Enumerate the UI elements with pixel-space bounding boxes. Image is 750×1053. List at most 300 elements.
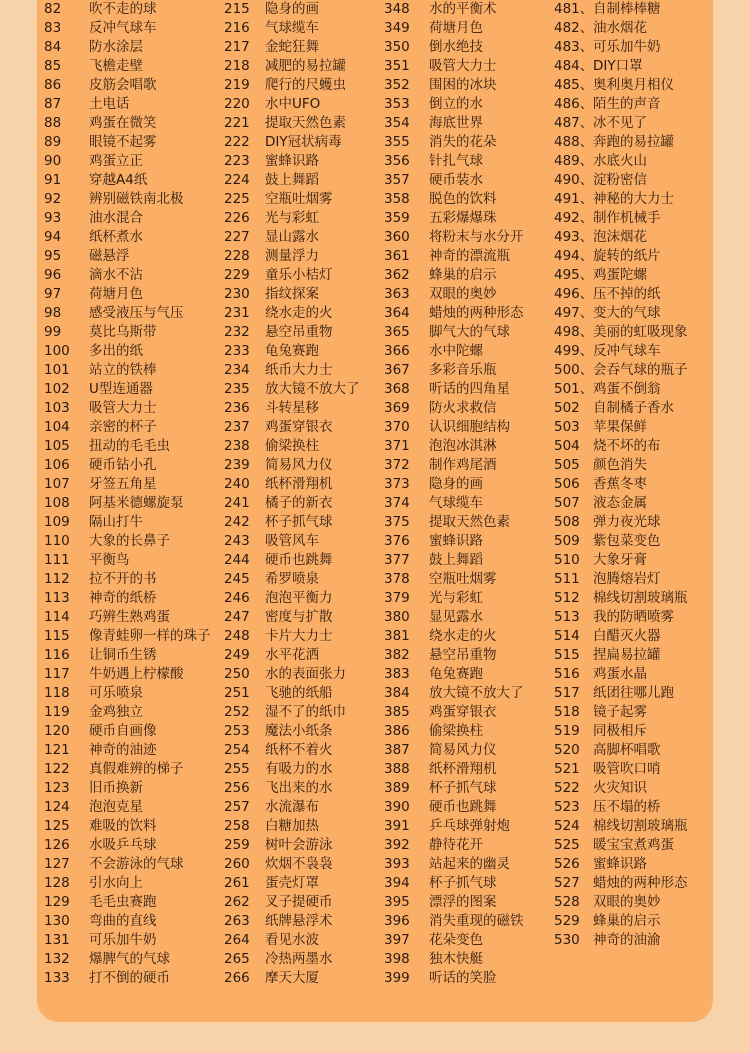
- item-number: 104: [44, 419, 70, 435]
- item-number: 350: [384, 39, 410, 55]
- item-number: 485、: [554, 77, 594, 93]
- item-title: 鸡蛋水晶: [593, 666, 647, 682]
- item-title: 气球缆车: [429, 495, 483, 511]
- item-number: 492、: [554, 210, 594, 226]
- item-number: 107: [44, 476, 70, 492]
- item-title: 神奇的油渝: [593, 932, 661, 948]
- item-number: 109: [44, 514, 70, 530]
- item-number: 494、: [554, 248, 594, 264]
- item-number: 85: [44, 58, 62, 74]
- item-number: 488、: [554, 134, 594, 150]
- item-title: 牛奶遇上柠檬酸: [89, 666, 184, 682]
- item-title: 亲密的杯子: [89, 419, 157, 435]
- item-title: 针扎气球: [429, 153, 483, 169]
- item-number: 125: [44, 818, 70, 834]
- item-title: 毛毛虫赛跑: [89, 894, 157, 910]
- item-title: 可乐喷泉: [89, 685, 143, 701]
- item-number: 118: [44, 685, 70, 701]
- item-title: 旧币换新: [89, 780, 143, 796]
- item-title: 水中陀螺: [429, 343, 483, 359]
- item-number: 481、: [554, 1, 594, 17]
- item-number: 380: [384, 609, 410, 625]
- item-title: 偷梁换柱: [429, 723, 483, 739]
- item-number: 259: [224, 837, 250, 853]
- item-title: 提取天然色素: [265, 115, 346, 131]
- item-title: 水的表面张力: [265, 666, 346, 682]
- item-title: 独木快艇: [429, 951, 483, 967]
- item-number: 526: [554, 856, 580, 872]
- item-title: 金蛇狂舞: [265, 39, 319, 55]
- item-title: 显山露水: [265, 229, 319, 245]
- item-number: 493、: [554, 229, 594, 245]
- item-title: 难吸的饮料: [89, 818, 157, 834]
- item-number: 221: [224, 115, 250, 131]
- item-title: 金鸡独立: [89, 704, 143, 720]
- item-title: 指纹探案: [265, 286, 319, 302]
- item-title: 五彩爆爆珠: [429, 210, 497, 226]
- item-title: 油水混合: [89, 210, 143, 226]
- item-number: 504: [554, 438, 580, 454]
- item-title: 纸杯不着火: [265, 742, 333, 758]
- item-title: 纸杯滑翔机: [429, 761, 497, 777]
- item-number: 392: [384, 837, 410, 853]
- item-number: 215: [224, 1, 250, 17]
- item-number: 248: [224, 628, 250, 644]
- item-number: 245: [224, 571, 250, 587]
- item-number: 103: [44, 400, 70, 416]
- item-title: 神奇的纸桥: [89, 590, 157, 606]
- item-number: 372: [384, 457, 410, 473]
- item-number: 375: [384, 514, 410, 530]
- item-title: 拉不开的书: [89, 571, 157, 587]
- item-number: 126: [44, 837, 70, 853]
- item-title: 眼镜不起雾: [89, 134, 157, 150]
- item-number: 94: [44, 229, 62, 245]
- item-number: 517: [554, 685, 580, 701]
- item-number: 92: [44, 191, 62, 207]
- item-number: 119: [44, 704, 70, 720]
- item-title: 希罗喷泉: [265, 571, 319, 587]
- item-title: 滴水不沾: [89, 267, 143, 283]
- item-number: 388: [384, 761, 410, 777]
- item-number: 366: [384, 343, 410, 359]
- item-title: 隐身的画: [429, 476, 483, 492]
- item-number: 96: [44, 267, 62, 283]
- item-title: 减肥的易拉罐: [265, 58, 346, 74]
- item-title: 密度与扩散: [265, 609, 333, 625]
- item-title: 脱色的饮料: [429, 191, 497, 207]
- item-title: 我的防晒喷雾: [593, 609, 674, 625]
- item-number: 120: [44, 723, 70, 739]
- item-number: 383: [384, 666, 410, 682]
- item-title: 魔法小纸条: [265, 723, 333, 739]
- item-number: 247: [224, 609, 250, 625]
- item-title: 杯子抓气球: [265, 514, 333, 530]
- item-title: 鸡蛋立正: [89, 153, 143, 169]
- item-title: 纸杯滑翔机: [265, 476, 333, 492]
- item-title: 棉线切割玻璃瓶: [593, 590, 688, 606]
- item-number: 90: [44, 153, 62, 169]
- item-title: 冰不见了: [593, 115, 647, 131]
- item-number: 509: [554, 533, 580, 549]
- item-number: 89: [44, 134, 62, 150]
- item-number: 105: [44, 438, 70, 454]
- item-number: 100: [44, 343, 70, 359]
- item-title: 旋转的纸片: [593, 248, 661, 264]
- item-title: 空瓶吐烟雾: [265, 191, 333, 207]
- item-number: 498、: [554, 324, 594, 340]
- item-title: 紫包菜变色: [593, 533, 661, 549]
- item-number: 131: [44, 932, 70, 948]
- item-title: 静待花开: [429, 837, 483, 853]
- item-number: 522: [554, 780, 580, 796]
- item-number: 505: [554, 457, 580, 473]
- item-number: 88: [44, 115, 62, 131]
- item-title: 隔山打牛: [89, 514, 143, 530]
- item-title: 漂浮的图案: [429, 894, 497, 910]
- item-number: 390: [384, 799, 410, 815]
- item-number: 490、: [554, 172, 594, 188]
- item-number: 510: [554, 552, 580, 568]
- item-number: 123: [44, 780, 70, 796]
- item-number: 129: [44, 894, 70, 910]
- item-title: 平衡鸟: [89, 552, 130, 568]
- item-number: 503: [554, 419, 580, 435]
- item-number: 348: [384, 1, 410, 17]
- item-title: 可乐加牛奶: [89, 932, 157, 948]
- item-number: 397: [384, 932, 410, 948]
- item-title: 高脚杯唱歌: [593, 742, 661, 758]
- item-title: 水流瀑布: [265, 799, 319, 815]
- item-title: 放大镜不放大了: [429, 685, 524, 701]
- item-title: 蜜蜂识路: [265, 153, 319, 169]
- item-number: 86: [44, 77, 62, 93]
- item-title: 硬币自画像: [89, 723, 157, 739]
- item-number: 219: [224, 77, 250, 93]
- item-title: 气球缆车: [265, 20, 319, 36]
- item-number: 251: [224, 685, 250, 701]
- item-title: 多出的纸: [89, 343, 143, 359]
- item-title: 感受液压与气压: [89, 305, 184, 321]
- item-number: 513: [554, 609, 580, 625]
- item-title: 双眼的奥妙: [593, 894, 661, 910]
- item-number: 521: [554, 761, 580, 777]
- item-title: 鼓上舞蹈: [265, 172, 319, 188]
- item-title: 简易风力仪: [429, 742, 497, 758]
- item-title: 海底世界: [429, 115, 483, 131]
- item-title: 泡腾熔岩灯: [593, 571, 661, 587]
- item-number: 266: [224, 970, 250, 986]
- item-number: 237: [224, 419, 250, 435]
- item-number: 112: [44, 571, 70, 587]
- item-title: 纸杯煮水: [89, 229, 143, 245]
- item-number: 97: [44, 286, 62, 302]
- item-number: 249: [224, 647, 250, 663]
- item-number: 368: [384, 381, 410, 397]
- item-title: 同极相斥: [593, 723, 647, 739]
- item-number: 239: [224, 457, 250, 473]
- item-number: 252: [224, 704, 250, 720]
- item-title: 提取天然色素: [429, 514, 510, 530]
- item-title: 水中UFO: [265, 96, 321, 112]
- item-title: 油水烟花: [593, 20, 647, 36]
- item-title: 炊烟不袅袅: [265, 856, 333, 872]
- item-number: 514: [554, 628, 580, 644]
- item-title: 硬币也跳舞: [265, 552, 333, 568]
- item-number: 255: [224, 761, 250, 777]
- item-title: 橘子的新衣: [265, 495, 333, 511]
- item-title: 吸管大力士: [429, 58, 497, 74]
- item-number: 482、: [554, 20, 594, 36]
- item-title: 泡泡平衡力: [265, 590, 333, 606]
- item-title: 多彩音乐瓶: [429, 362, 497, 378]
- item-number: 391: [384, 818, 410, 834]
- item-number: 87: [44, 96, 62, 112]
- item-number: 231: [224, 305, 250, 321]
- item-number: 106: [44, 457, 70, 473]
- item-title: 双眼的奥妙: [429, 286, 497, 302]
- item-number: 222: [224, 134, 250, 150]
- item-title: DIY口罩: [593, 58, 643, 74]
- item-title: 巧辨生熟鸡蛋: [89, 609, 170, 625]
- item-number: 496、: [554, 286, 594, 302]
- item-title: 神秘的大力士: [593, 191, 674, 207]
- item-number: 377: [384, 552, 410, 568]
- item-number: 384: [384, 685, 410, 701]
- item-title: 水底火山: [593, 153, 647, 169]
- item-title: 荷塘月色: [429, 20, 483, 36]
- item-title: 火灾知识: [593, 780, 647, 796]
- item-title: 辨别磁铁南北极: [89, 191, 184, 207]
- item-number: 218: [224, 58, 250, 74]
- item-number: 116: [44, 647, 70, 663]
- item-number: 358: [384, 191, 410, 207]
- item-title: 绕水走的火: [265, 305, 333, 321]
- item-title: 淀粉密信: [593, 172, 647, 188]
- item-title: 冷热两墨水: [265, 951, 333, 967]
- item-title: 白糖加热: [265, 818, 319, 834]
- item-number: 236: [224, 400, 250, 416]
- item-title: 爆脾气的气球: [89, 951, 170, 967]
- item-number: 506: [554, 476, 580, 492]
- item-number: 263: [224, 913, 250, 929]
- item-title: 吸管吹口哨: [593, 761, 661, 777]
- item-title: 纸牌悬浮术: [265, 913, 333, 929]
- item-number: 238: [224, 438, 250, 454]
- item-title: 阿基米德螺旋泵: [89, 495, 184, 511]
- item-title: 倒立的水: [429, 96, 483, 112]
- item-title: 奔跑的易拉罐: [593, 134, 674, 150]
- item-number: 487、: [554, 115, 594, 131]
- item-title: 防水涂层: [89, 39, 143, 55]
- item-title: 童乐小桔灯: [265, 267, 333, 283]
- item-title: 磁悬浮: [89, 248, 130, 264]
- item-number: 258: [224, 818, 250, 834]
- item-number: 130: [44, 913, 70, 929]
- item-number: 246: [224, 590, 250, 606]
- item-number: 507: [554, 495, 580, 511]
- item-title: 龟兔赛跑: [265, 343, 319, 359]
- item-number: 124: [44, 799, 70, 815]
- item-title: 蛋壳灯罩: [265, 875, 319, 891]
- item-number: 264: [224, 932, 250, 948]
- item-number: 256: [224, 780, 250, 796]
- item-number: 93: [44, 210, 62, 226]
- item-title: 变大的气球: [593, 305, 661, 321]
- item-title: 蜂巢的启示: [593, 913, 661, 929]
- item-number: 394: [384, 875, 410, 891]
- item-title: 斗转星移: [265, 400, 319, 416]
- item-title: 美丽的虹吸现象: [593, 324, 688, 340]
- item-title: 爬行的尺蠖虫: [265, 77, 346, 93]
- item-number: 369: [384, 400, 410, 416]
- item-number: 365: [384, 324, 410, 340]
- item-number: 389: [384, 780, 410, 796]
- item-title: 硬币钻小孔: [89, 457, 157, 473]
- item-title: 土电话: [89, 96, 130, 112]
- item-number: 354: [384, 115, 410, 131]
- item-title: 飞出来的水: [265, 780, 333, 796]
- item-number: 520: [554, 742, 580, 758]
- item-number: 398: [384, 951, 410, 967]
- item-title: 水的平衡术: [429, 1, 497, 17]
- item-number: 499、: [554, 343, 594, 359]
- item-title: 让铜币生锈: [89, 647, 157, 663]
- item-title: 硬币也跳舞: [429, 799, 497, 815]
- item-title: 放大镜不放大了: [265, 381, 360, 397]
- item-title: 绕水走的火: [429, 628, 497, 644]
- item-number: 371: [384, 438, 410, 454]
- item-number: 108: [44, 495, 70, 511]
- item-title: 显见露水: [429, 609, 483, 625]
- item-number: 497、: [554, 305, 594, 321]
- item-number: 382: [384, 647, 410, 663]
- item-title: 白醋灭火器: [593, 628, 661, 644]
- item-number: 396: [384, 913, 410, 929]
- item-title: 简易风力仪: [265, 457, 333, 473]
- item-number: 113: [44, 590, 70, 606]
- item-title: 围困的冰块: [429, 77, 497, 93]
- item-title: 消失重现的磁铁: [429, 913, 524, 929]
- item-number: 98: [44, 305, 62, 321]
- item-title: 弯曲的直线: [89, 913, 157, 929]
- item-title: 脚气大的气球: [429, 324, 510, 340]
- item-title: 香蕉冬枣: [593, 476, 647, 492]
- item-number: 351: [384, 58, 410, 74]
- item-title: 纸币大力士: [265, 362, 333, 378]
- item-title: 打不倒的硬币: [89, 970, 170, 986]
- item-number: 364: [384, 305, 410, 321]
- item-title: 硬币装水: [429, 172, 483, 188]
- item-number: 110: [44, 533, 70, 549]
- item-number: 262: [224, 894, 250, 910]
- item-number: 234: [224, 362, 250, 378]
- item-number: 229: [224, 267, 250, 283]
- item-title: 荷塘月色: [89, 286, 143, 302]
- item-title: 湿不了的纸巾: [265, 704, 346, 720]
- item-number: 84: [44, 39, 62, 55]
- item-number: 83: [44, 20, 62, 36]
- item-number: 363: [384, 286, 410, 302]
- item-number: 352: [384, 77, 410, 93]
- item-number: 483、: [554, 39, 594, 55]
- item-number: 101: [44, 362, 70, 378]
- item-number: 385: [384, 704, 410, 720]
- item-number: 379: [384, 590, 410, 606]
- item-title: 站立的铁棒: [89, 362, 157, 378]
- item-number: 132: [44, 951, 70, 967]
- item-number: 361: [384, 248, 410, 264]
- item-number: 356: [384, 153, 410, 169]
- item-title: 大象的长鼻子: [89, 533, 170, 549]
- item-title: 看见水波: [265, 932, 319, 948]
- item-title: 苹果保鲜: [593, 419, 647, 435]
- item-number: 115: [44, 628, 70, 644]
- item-number: 518: [554, 704, 580, 720]
- item-title: 鸡蛋在微笑: [89, 115, 157, 131]
- item-number: 95: [44, 248, 62, 264]
- item-title: 会吞气球的瓶子: [593, 362, 688, 378]
- item-title: 吹不走的球: [89, 1, 157, 17]
- item-title: 将粉末与水分开: [429, 229, 524, 245]
- item-number: 230: [224, 286, 250, 302]
- item-number: 261: [224, 875, 250, 891]
- item-title: DIY冠状病毒: [265, 134, 342, 150]
- item-title: 听话的四角星: [429, 381, 510, 397]
- item-title: 悬空吊重物: [429, 647, 497, 663]
- item-title: 鸡蛋不倒翁: [593, 381, 661, 397]
- item-title: 引水向上: [89, 875, 143, 891]
- item-title: 烧不坏的布: [593, 438, 661, 454]
- item-number: 242: [224, 514, 250, 530]
- item-number: 102: [44, 381, 70, 397]
- item-number: 399: [384, 970, 410, 986]
- item-number: 253: [224, 723, 250, 739]
- item-number: 99: [44, 324, 62, 340]
- item-title: 压不掉的纸: [593, 286, 661, 302]
- item-number: 349: [384, 20, 410, 36]
- item-number: 228: [224, 248, 250, 264]
- item-title: 摩天大厦: [265, 970, 319, 986]
- item-title: 消失的花朵: [429, 134, 497, 150]
- item-number: 82: [44, 1, 62, 17]
- item-number: 530: [554, 932, 580, 948]
- item-number: 395: [384, 894, 410, 910]
- item-title: 泡泡冰淇淋: [429, 438, 497, 454]
- item-title: 自制棒棒糖: [593, 1, 661, 17]
- item-number: 240: [224, 476, 250, 492]
- item-number: 378: [384, 571, 410, 587]
- item-number: 121: [44, 742, 70, 758]
- item-number: 243: [224, 533, 250, 549]
- item-number: 257: [224, 799, 250, 815]
- item-title: 蜜蜂识路: [429, 533, 483, 549]
- item-title: 有吸力的水: [265, 761, 333, 777]
- item-title: 鼓上舞蹈: [429, 552, 483, 568]
- item-title: 悬空吊重物: [265, 324, 333, 340]
- item-title: 鸡蛋穿银衣: [429, 704, 497, 720]
- item-title: 光与彩虹: [265, 210, 319, 226]
- item-title: 站起来的幽灵: [429, 856, 510, 872]
- item-title: 可乐加牛奶: [593, 39, 661, 55]
- item-title: 陌生的声音: [593, 96, 661, 112]
- item-number: 128: [44, 875, 70, 891]
- item-title: 牙签五角星: [89, 476, 157, 492]
- item-title: 捏扁易拉罐: [593, 647, 661, 663]
- item-number: 386: [384, 723, 410, 739]
- item-title: 镜子起雾: [593, 704, 647, 720]
- item-title: 认识细胞结构: [429, 419, 510, 435]
